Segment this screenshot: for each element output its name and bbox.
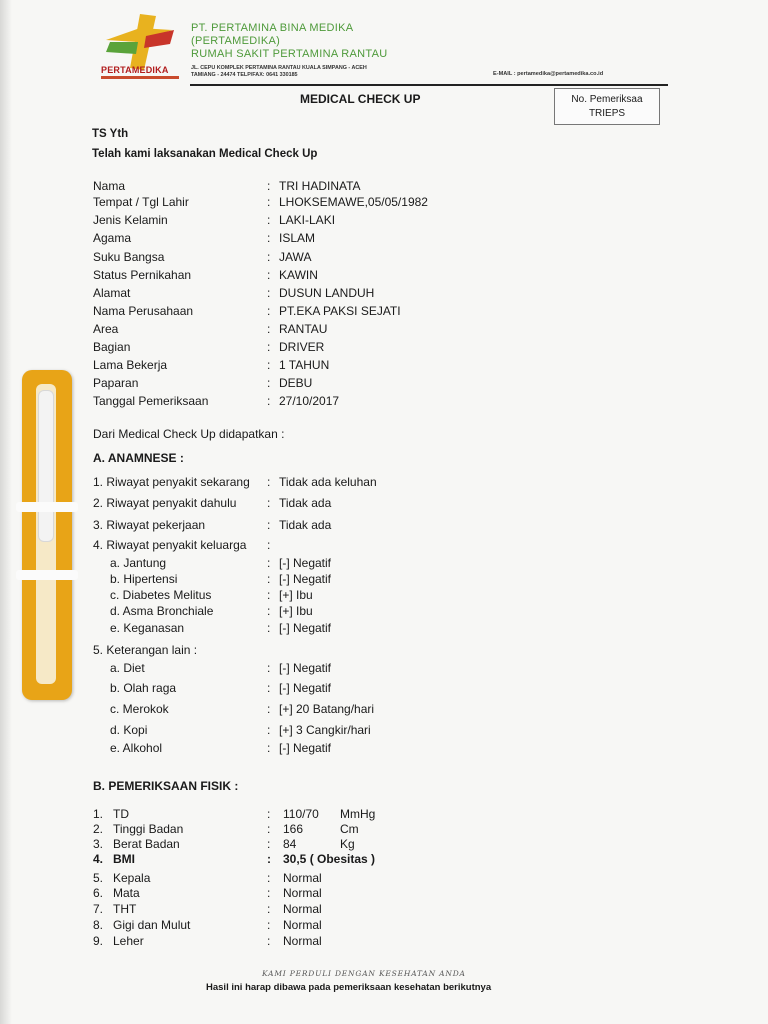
identity-value: JAWA xyxy=(279,250,312,264)
organization-name xyxy=(191,22,387,61)
anamnese-value: Tidak ada keluhan xyxy=(279,475,377,489)
colon: : xyxy=(267,886,271,900)
colon: : xyxy=(267,661,271,675)
identity-row xyxy=(93,376,493,392)
identity-value: KAWIN xyxy=(279,268,318,282)
family-history-label: d. Asma Bronchiale xyxy=(110,604,214,618)
other-info-value: [-] Negatif xyxy=(279,741,332,755)
identity-label: Tempat / Tgl Lahir xyxy=(93,195,189,209)
physical-exam-item xyxy=(93,902,493,918)
identity-row xyxy=(93,213,493,229)
other-info-item xyxy=(110,681,510,697)
physical-exam-unit: MmHg xyxy=(340,807,376,821)
colon: : xyxy=(267,286,271,300)
identity-label: Jenis Kelamin xyxy=(93,213,168,227)
colon: : xyxy=(267,538,271,552)
identity-row xyxy=(93,286,493,302)
colon: : xyxy=(267,702,271,716)
anamnese-heading: A. ANAMNESE : xyxy=(93,451,184,465)
page-edge-shadow xyxy=(0,0,12,1024)
family-history-value: [-] Negatif xyxy=(279,572,332,586)
colon: : xyxy=(267,822,271,836)
physical-exam-value: 166 xyxy=(283,822,304,836)
org-line-3: RUMAH SAKIT PERTAMINA RANTAU xyxy=(191,48,388,60)
physical-exam-label: TD xyxy=(113,807,129,821)
family-history-value: [-] Negatif xyxy=(279,556,332,570)
physical-exam-value: Normal xyxy=(283,902,322,916)
physical-exam-unit: Cm xyxy=(340,822,359,836)
colon: : xyxy=(267,376,271,390)
identity-value: LHOKSEMAWE,05/05/1982 xyxy=(279,195,428,209)
colon: : xyxy=(267,741,271,755)
physical-exam-value: Normal xyxy=(283,934,322,948)
physical-exam-number: 5. xyxy=(93,871,104,885)
anamnese-value: Tidak ada xyxy=(279,518,332,532)
clip-band-bottom xyxy=(16,570,78,580)
colon: : xyxy=(267,475,271,489)
other-info-value: [+] 3 Cangkir/hari xyxy=(279,723,371,737)
identity-row xyxy=(93,179,493,195)
address-line-2: TAMIANG - 24474 TELP/FAX: 0641 330185 xyxy=(191,72,298,78)
physical-exam-number: 1. xyxy=(93,807,104,821)
physical-exam-label: THT xyxy=(113,902,137,916)
binder-clip xyxy=(22,370,72,700)
identity-row xyxy=(93,268,493,284)
family-history-item xyxy=(110,588,510,604)
organization-address xyxy=(191,65,367,79)
identity-label: Status Pernikahan xyxy=(93,268,192,282)
identity-value: 27/10/2017 xyxy=(279,394,340,408)
colon: : xyxy=(267,250,271,264)
physical-exam-value: 84 xyxy=(283,837,297,851)
physical-exam-label: Leher xyxy=(113,934,144,948)
other-info-item xyxy=(110,723,510,739)
colon: : xyxy=(267,681,271,695)
physical-exam-item xyxy=(93,934,493,950)
other-info-value: [+] 20 Batang/hari xyxy=(279,702,375,716)
identity-row xyxy=(93,358,493,374)
intro-text: Telah kami laksanakan Medical Check Up xyxy=(92,148,318,160)
colon: : xyxy=(267,807,271,821)
identity-label: Agama xyxy=(93,231,132,245)
anamnese-value: Tidak ada xyxy=(279,496,332,510)
identity-row xyxy=(93,322,493,338)
other-info-label: b. Olah raga xyxy=(110,681,177,695)
identity-label: Area xyxy=(93,322,119,336)
physical-exam-unit: Kg xyxy=(340,837,355,851)
colon: : xyxy=(267,621,271,635)
identity-label: Suku Bangsa xyxy=(93,250,165,264)
physical-exam-label: Tinggi Badan xyxy=(113,822,184,836)
colon: : xyxy=(267,195,271,209)
identity-value: DEBU xyxy=(279,376,313,390)
identity-label: Tanggal Pemeriksaan xyxy=(93,394,209,408)
physical-exam-item xyxy=(93,837,493,853)
identity-row xyxy=(93,304,493,320)
exam-number-value: TRIEPS xyxy=(588,108,626,119)
clip-tube xyxy=(38,390,54,542)
other-info-label: e. Alkohol xyxy=(110,741,163,755)
org-line-1: PT. PERTAMINA BINA MEDIKA xyxy=(191,22,354,34)
family-history-item xyxy=(110,604,510,620)
family-history-value: [+] Ibu xyxy=(279,604,313,618)
physical-heading: B. PEMERIKSAAN FISIK : xyxy=(93,779,239,793)
identity-label: Alamat xyxy=(93,286,131,300)
identity-value: RANTAU xyxy=(279,322,328,336)
colon: : xyxy=(267,934,271,948)
family-history-value: [+] Ibu xyxy=(279,588,313,602)
physical-exam-item xyxy=(93,807,493,823)
physical-exam-label: BMI xyxy=(113,852,135,866)
other-info-label: d. Kopi xyxy=(110,723,148,737)
identity-row xyxy=(93,195,493,211)
document-title: MEDICAL CHECK UP xyxy=(300,92,421,106)
exam-number-box xyxy=(554,88,660,125)
anamnese-label: 2. Riwayat penyakit dahulu xyxy=(93,496,237,510)
physical-exam-number: 2. xyxy=(93,822,104,836)
physical-exam-number: 3. xyxy=(93,837,104,851)
identity-row xyxy=(93,231,493,247)
colon: : xyxy=(267,231,271,245)
identity-label: Nama Perusahaan xyxy=(93,304,194,318)
physical-exam-item xyxy=(93,871,493,887)
other-info-label: a. Diet xyxy=(110,661,145,675)
identity-row xyxy=(93,394,493,410)
physical-exam-number: 4. xyxy=(93,852,104,866)
colon: : xyxy=(267,852,271,866)
colon: : xyxy=(267,213,271,227)
colon: : xyxy=(267,394,271,408)
identity-value: LAKI-LAKI xyxy=(279,213,336,227)
colon: : xyxy=(267,902,271,916)
colon: : xyxy=(267,556,271,570)
anamnese-label: 4. Riwayat penyakit keluarga xyxy=(93,538,247,552)
other-info-label: c. Merokok xyxy=(110,702,169,716)
family-history-label: b. Hipertensi xyxy=(110,572,178,586)
greeting: TS Yth xyxy=(92,128,129,140)
family-history-label: e. Keganasan xyxy=(110,621,185,635)
clip-band-top xyxy=(16,502,78,512)
footer-note: Hasil ini harap dibawa pada pemeriksaan kesehatan berikutnya xyxy=(206,982,492,993)
colon: : xyxy=(267,837,271,851)
physical-exam-item xyxy=(93,822,493,838)
identity-value: DUSUN LANDUH xyxy=(279,286,375,300)
colon: : xyxy=(267,358,271,372)
anamnese-item xyxy=(93,496,513,512)
identity-row xyxy=(93,250,493,266)
header-divider xyxy=(190,84,668,86)
other-info-value: [-] Negatif xyxy=(279,681,332,695)
physical-exam-label: Gigi dan Mulut xyxy=(113,918,191,932)
physical-exam-item xyxy=(93,852,493,868)
colon: : xyxy=(267,322,271,336)
colon: : xyxy=(267,604,271,618)
family-history-value: [-] Negatif xyxy=(279,621,332,635)
physical-exam-label: Berat Badan xyxy=(113,837,180,851)
physical-exam-label: Kepala xyxy=(113,871,151,885)
address-line-1: JL. CEPU KOMPLEK PERTAMINA RANTAU KUALA SIMPANG - ACEH xyxy=(191,65,367,71)
colon: : xyxy=(267,588,271,602)
colon: : xyxy=(267,723,271,737)
colon: : xyxy=(267,518,271,532)
physical-exam-number: 7. xyxy=(93,902,104,916)
physical-exam-item xyxy=(93,918,493,934)
anamnese-label: 3. Riwayat pekerjaan xyxy=(93,518,206,532)
colon: : xyxy=(267,340,271,354)
anamnese-label: 1. Riwayat penyakit sekarang xyxy=(93,475,250,489)
colon: : xyxy=(267,871,271,885)
colon: : xyxy=(267,918,271,932)
physical-exam-value: Normal xyxy=(283,886,322,900)
logo-underline xyxy=(101,76,179,79)
identity-label: Nama xyxy=(93,179,126,193)
family-history-item xyxy=(110,556,510,572)
exam-number-label: No. Pemeriksaa xyxy=(571,94,643,105)
physical-exam-item xyxy=(93,886,493,902)
identity-label: Paparan xyxy=(93,376,139,390)
colon: : xyxy=(267,179,271,193)
physical-exam-number: 9. xyxy=(93,934,104,948)
anamnese-item xyxy=(93,475,513,491)
identity-label: Bagian xyxy=(93,340,131,354)
family-history-item xyxy=(110,621,510,637)
identity-label: Lama Bekerja xyxy=(93,358,168,372)
physical-exam-value: 110/70 xyxy=(283,807,319,821)
other-info-value: [-] Negatif xyxy=(279,661,332,675)
physical-exam-value: 30,5 ( Obesitas ) xyxy=(283,852,376,866)
physical-exam-value: Normal xyxy=(283,918,322,932)
identity-value: DRIVER xyxy=(279,340,325,354)
family-history-label: a. Jantung xyxy=(110,556,167,570)
other-info-heading: 5. Keterangan lain : xyxy=(93,643,198,657)
organization-email: E-MAIL : pertamedika@pertamedika.co.id xyxy=(493,71,604,77)
identity-value: 1 TAHUN xyxy=(279,358,330,372)
anamnese-item xyxy=(93,538,513,554)
colon: : xyxy=(267,268,271,282)
logo-wordmark: PERTAMEDIKA xyxy=(101,65,169,75)
family-history-label: c. Diabetes Melitus xyxy=(110,588,212,602)
identity-value: PT.EKA PAKSI SEJATI xyxy=(279,304,401,318)
colon: : xyxy=(267,496,271,510)
identity-row xyxy=(93,340,493,356)
family-history-item xyxy=(110,572,510,588)
colon: : xyxy=(267,572,271,586)
identity-value: TRI HADINATA xyxy=(279,179,361,193)
other-info-item xyxy=(110,741,510,757)
physical-exam-number: 6. xyxy=(93,886,104,900)
other-info-item xyxy=(110,661,510,677)
findings-intro: Dari Medical Check Up didapatkan : xyxy=(93,427,285,441)
physical-exam-value: Normal xyxy=(283,871,322,885)
org-line-2: (PERTAMEDIKA) xyxy=(191,35,281,47)
identity-value: ISLAM xyxy=(279,231,316,245)
anamnese-item xyxy=(93,518,513,534)
other-info-item xyxy=(110,702,510,718)
footer-motto: KAMI PERDULI DENGAN KESEHATAN ANDA xyxy=(262,969,466,978)
physical-exam-number: 8. xyxy=(93,918,104,932)
physical-exam-label: Mata xyxy=(113,886,140,900)
colon: : xyxy=(267,304,271,318)
